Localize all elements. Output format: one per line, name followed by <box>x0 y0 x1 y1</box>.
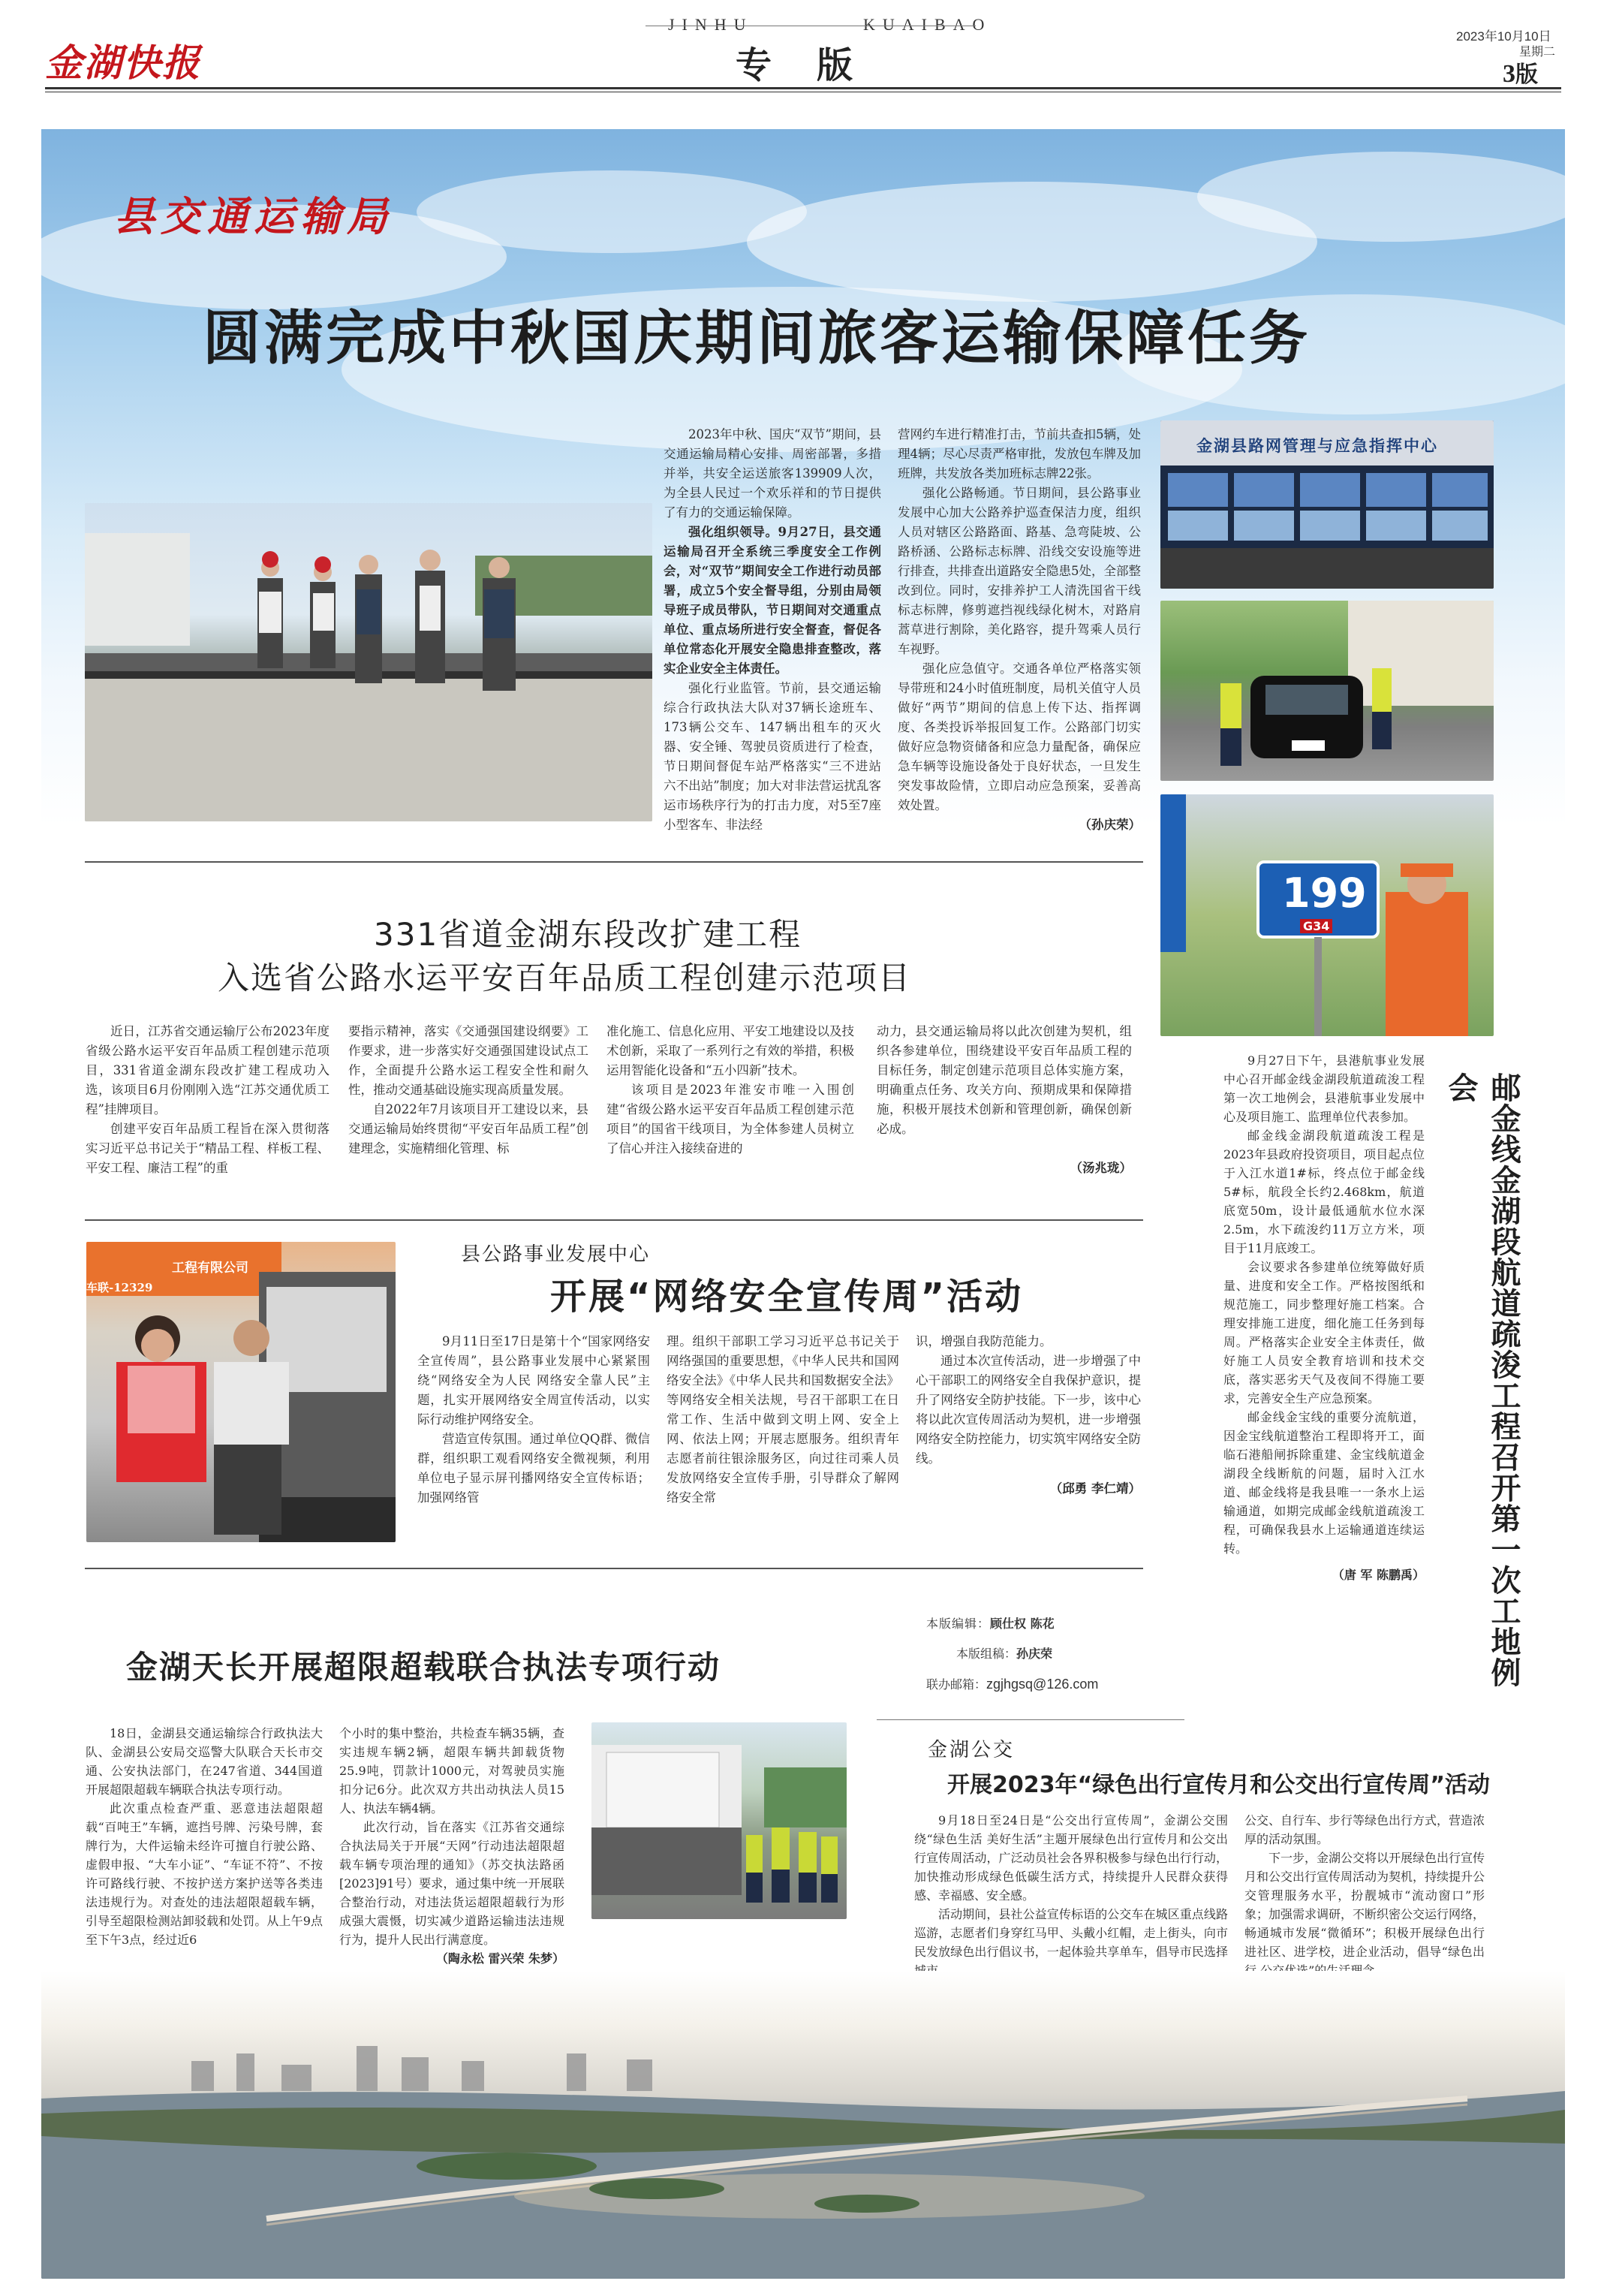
story2-paragraph: 自2022年7月该项目开工建设以来，县交通运输局始终贯彻“平安百年品质工程”创建理念，实施精细化管理、标 <box>348 1102 588 1156</box>
page-number-digit: 3 <box>1503 60 1515 88</box>
story5-paragraph: 个小时的集中整治，共检查车辆35辆，查实违规车辆2辆，超限车辆共卸载货物25.9吨，罚款计1000元，对驾驶员实施扣分记6分。此次双方共出动执法人员15人、执法车辆4辆。 <box>339 1726 564 1815</box>
email-line <box>926 1669 1181 1700</box>
road-sign-cleaning-photo <box>1160 794 1494 1036</box>
panorama-scene <box>41 1971 1565 2279</box>
route-sign-number: 199 <box>1282 869 1367 917</box>
proof-names: 孙庆荣 <box>1016 1647 1053 1661</box>
story3-paragraph: 识，增强自我防范能力。 <box>916 1334 1052 1348</box>
story1-paragraph: 2023年中秋、国庆“双节”期间，县交通运输局精心安排、周密部署，多措并举，共安全运送旅客139909人次，为全县人民过一个欢乐祥和的节日提供了有力的交通运输保障。 <box>664 427 881 520</box>
vehicle-inspection-photo <box>1160 601 1494 781</box>
story4-vertical-headline: 邮金线金湖段航道疏浚工程召开第一次工地例会 <box>1443 1072 1521 1688</box>
newspaper-logo: 金湖快报 <box>45 41 201 85</box>
story3-credit: （邱勇 李仁靖） <box>1049 1481 1141 1496</box>
route-sign-code: G34 <box>1300 919 1332 933</box>
story2-paragraph: 准化施工、信息化应用、平安工地建设以及技术创新，采取了一系列行之有效的举措，积极运用智能化设备和“五小四新”技术。 <box>606 1024 854 1077</box>
inspection-scene <box>85 503 652 821</box>
story4-paragraph: 邮金线金湖段航道疏浚工程是2023年县政府投资项目，项目起点位于入江水道1#标，终点位于邮金线5#标，航段全长约2.468km，航道底宽50m，设计最低通航水位水深2.5m，水下疏浚约11万立方米，项目于11月底竣工。 <box>1223 1128 1425 1255</box>
department-label: 县交通运输局 <box>114 192 393 240</box>
network-security-promo-photo <box>86 1242 396 1542</box>
story1-paragraph-text: 强化组织领导。9月27日，县交通运输局召开全系统三季度安全工作例会，对“双节”期间安全工作进行动员部署，成立5个安全督导组，分别由局领导班子成员带队，节日期间对交通重点单位、重点场所进行安全督查，督促各单位常态化开展安全隐患排查整改，落实企业安全主体责任。 <box>664 525 881 676</box>
masthead-bottom-rule <box>45 87 1561 89</box>
editor-names: 顾仕权 陈花 <box>990 1617 1055 1631</box>
story2-credit: （汤兆珑） <box>1070 1161 1132 1175</box>
story3-paragraph: 9月11日至17日是第十个“国家网络安全宣传周”，县公路事业发展中心紧紧围绕“网络安全为人民 网络安全靠人民”主题，扎实开展网络安全周宣传活动，以实际行动维护网络安全。 <box>417 1334 650 1427</box>
story3-paragraph: 通过本次宣传活动，进一步增强了中心干部职工的网络安全自我保护意识，提升了网络安全防护技能。下一步，该中心将以此次宣传周活动为契机，进一步增强网络安全防控能力，切实筑牢网络安全防线。 <box>916 1354 1141 1466</box>
story2-paragraph: 该项目是2023年淮安市唯一入围创建“省级公路水运平安百年品质工程创建示范项目”的国省干线项目，为全体参建人员树立了信心并注入接续奋进的 <box>606 1083 854 1156</box>
story5-paragraph: 18日，金湖县交通运输综合行政执法大队、金湖县公安局交巡警大队联合天长市交通、公安执法部门，在247省道、344国道开展超限超载车辆联合执法专项行动。 <box>86 1726 323 1797</box>
story3-bottom-rule <box>85 1568 1143 1569</box>
story3-column-1 <box>417 1332 650 1508</box>
editor-info <box>926 1609 1181 1700</box>
main-headline: 圆满完成中秋国庆期间旅客运输保障任务 <box>203 305 1311 372</box>
story2-paragraph: 近日，江苏省交通运输厅公布2023年度省级公路水运平安百年品质工程创建示范项目，331省道金湖东段改扩建工程成功入选，该项目6月份刚刚入选“江苏交通优质工程”挂牌项目。 <box>86 1024 330 1116</box>
story6-headline: 开展2023年“绿色出行宣传月和公交出行宣传周”活动 <box>947 1772 1490 1798</box>
story2-headline-line2: 入选省公路水运平安百年品质工程创建示范项目 <box>218 960 912 996</box>
story6-top-rule <box>877 1719 1184 1720</box>
story3-headline: 开展“网络安全宣传周”活动 <box>550 1276 1024 1318</box>
masthead-pinyin-left: JINHU <box>668 15 754 34</box>
story1-paragraph: 强化应急值守。交通各单位严格落实领导带班和24小时值班制度，局机关值守人员做好“两节”期间的信息上传下达、指挥调度、各类投诉举报回复工作。公路部门切实做好应急物资储备和应急力量配备，确保应急车辆等设施设备处于良好状态，一旦发生突发事故险情，立即启动应急预案，妥善高效处置。 <box>898 661 1141 812</box>
masthead <box>0 0 1604 89</box>
truck-plate-text: 车联-12329 <box>86 1281 153 1294</box>
lake-bridge-panorama <box>41 1971 1565 2279</box>
joint-enforcement-photo <box>591 1722 847 1919</box>
story5-headline: 金湖天长开展超限超载联合执法专项行动 <box>126 1649 721 1686</box>
command-center-sign: 金湖县路网管理与应急指挥中心 <box>1196 436 1438 455</box>
story3-paragraph: 理。组织干部职工学习习近平总书记关于网络强国的重要思想，《中华人民共和国网络安全法》《中华人民共和国数据安全法》等网络安全相关法规，号召干部职工在日常工作、生活中做到文明上网、安全上网、依法上网；开展志愿服务。组织青年志愿者前往银涂服务区，向过往司乘人员发放网络安全宣传手册，引导群众了解网络安全常 <box>667 1334 899 1505</box>
email-label: 联办邮箱： <box>926 1677 987 1692</box>
enforcement-scene <box>591 1722 847 1919</box>
story5-paragraph: 此次行动，旨在落实《江苏省交通综合执法局关于开展“天网”行动违法超限超载车辆专项治理的通知》（苏交执法路函[2023]91号）要求，通过集中统一开展联合整治行动，对违法货运超限超载行为形成强大震慑，切实减少道路运输违法违规行为，提升人民出行满意度。 <box>339 1820 564 1947</box>
story6-column-1 <box>914 1811 1228 1980</box>
story5-paragraph: 此次重点检查严重、恶意违法超限超载“百吨王”车辆，遮挡号牌、污染号牌，套牌行为，大件运输未经许可擅自行驶公路、虚假申报、“大车小证”、“车证不符”、不按许可路线行驶、不按护送方案护送等各类违法违规行为。对查处的违法超限超载车辆，引导至超限检测站卸驳载和处罚。从上午9点至下午3点，经过近6 <box>86 1801 323 1947</box>
story1-paragraph: 强化公路畅通。节日期间，县公路事业发展中心加大公路养护巡查保洁力度，组织人员对辖区公路路面、路基、急弯陡坡、公路桥涵、公路标志标牌、沿线交安设施等进行排查，共排查出道路安全隐患5处，全部整改到位。同时，安排养护工人清洗国省干线标志标牌，修剪遮挡视线绿化树木，对路肩蒿草进行割除，美化路容，提升驾乘人员行车视野。 <box>898 486 1141 656</box>
story2-paragraph: 动力，县交通运输局将以此次创建为契机，组织各参建单位，围绕建设平安百年品质工程的目标任务，制定创建示范项目总体实施方案，明确重点任务、攻关方向、预期成果和保障措施，积极开展技术创新和管理创新，确保创新必成。 <box>877 1024 1132 1136</box>
truck-company-sign: 工程有限公司 <box>172 1261 248 1276</box>
editor-label: 本版编辑： <box>926 1617 991 1631</box>
story1-paragraph: 营网约车进行精准打击，节前共查扣5辆，处理4辆；尽心尽责严格审批，发放包车牌及加班牌，共发放各类加班标志牌22张。 <box>898 427 1141 481</box>
story2-column-3 <box>606 1022 854 1159</box>
story1-credit: （孙庆荣） <box>1079 818 1141 832</box>
page-number-suffix: 版 <box>1515 62 1538 87</box>
story1-column-2 <box>898 425 1141 835</box>
story4-credit: （唐 军 陈鹏禹） <box>1332 1568 1425 1582</box>
story2-paragraph: 创建平安百年品质工程旨在深入贯彻落实习近平总书记关于“精品工程、样板工程、平安工程、廉洁工程”的重 <box>86 1122 330 1175</box>
section-title: 专 版 <box>736 44 858 86</box>
contact-email: zgjhgsq@126.com <box>986 1677 1099 1692</box>
story1-paragraph: 强化行业监管。节前，县交通运输综合行政执法大队对37辆长途班车、173辆公交车、147辆出租车的灭火器、安全锤、驾驶员资质进行了检查，节日期间督促车站严格落实“三不进站 六不出站”制度；加大对非法营运扰乱客运市场秩序行为的打击力度，对5至7座小型客车、非法经 <box>664 681 881 832</box>
story6-paragraph: 活动期间，县社公益宣传标语的公交车在城区重点线路巡游，志愿者们身穿红马甲、头戴小红帽，走上街头，向市民发放绿色出行倡议书，一起体验共享单车，倡导市民选择 <box>914 1907 1228 1959</box>
story2-bottom-rule <box>85 1219 1143 1221</box>
story3-paragraph: 营造宣传氛围。通过单位QQ群、微信群，组织职工观看网络安全微视频，利用单位电子显示屏刊播网络安全宣传标语；加强网络管 <box>417 1432 650 1505</box>
story2-headline-line1: 331省道金湖东段改扩建工程 <box>374 916 802 953</box>
story5-credit: （陶永松 雷兴荣 朱梦） <box>435 1951 564 1966</box>
story2-top-rule <box>85 861 1143 863</box>
proof-line <box>926 1639 1181 1669</box>
story4-paragraph: 9月27日下午，县港航事业发展中心召开邮金线金湖段航道疏浚工程第一次工地例会，县港航事业发展中心及项目施工、监理单位代表参加。 <box>1223 1053 1425 1124</box>
story1-column-1 <box>664 425 881 835</box>
story6-paragraph: 9月18日至24日是“公交出行宣传周”，金湖公交围绕“绿色生活 美好生活”主题开展绿色出行宣传月和公交出行宣传周活动，广泛动员社会各界积极参与绿色出行行动，加快推动形成绿色低碳生活方式，持续提升人民群众获得感、幸福感、安全感。 <box>914 1813 1228 1903</box>
story2-paragraph: 要指示精神，落实《交通强国建设纲要》工作要求，进一步落实好交通强国建设试点工作，全面提升公路水运工程安全性和耐久性，推动交通基础设施实现高质量发展。 <box>348 1024 588 1097</box>
vehicle-inspection-scene <box>1160 601 1494 781</box>
officials-inspection-photo <box>85 503 652 821</box>
story4-paragraph: 邮金线金宝线的重要分流航道，因金宝线航道整治工程即将开工，面临石港船闸拆除重建、金宝线航道金湖段全线断航的问题，届时入江水道、邮金线将是我县唯一一条水上运输通道，如期完成邮金线航道疏浚工程，可确保我县水上运输通道连续运转。 <box>1223 1410 1425 1556</box>
story2-column-2 <box>348 1022 588 1159</box>
story2-column-1 <box>86 1022 330 1178</box>
story4-paragraph: 会议要求各参建单位统筹做好质量、进度和安全工作。严格按图纸和规范施工，同步整理好施工档案。合理安排施工进度，细化施工任务到每周。严格落实企业安全主体责任，做好施工人员安全教育培训和技术交底，落实恶劣天气及夜间不得施工要求，完善安全生产应急预案。 <box>1223 1260 1425 1406</box>
proof-label: 本版组稿： <box>956 1647 1017 1661</box>
story2-column-4 <box>877 1022 1132 1178</box>
story3-column-2 <box>667 1332 899 1508</box>
issue-date: 2023年10月10日 <box>1456 29 1551 44</box>
story1-paragraph <box>664 523 881 679</box>
editor-line <box>926 1609 1181 1639</box>
story6-paragraph: 公交、自行车、步行等绿色出行方式，营造浓厚的活动氛围。 <box>1244 1813 1485 1846</box>
story6-kicker: 金湖公交 <box>928 1739 1016 1761</box>
story3-kicker: 县公路事业发展中心 <box>461 1243 651 1266</box>
story5-column-1 <box>86 1724 323 1949</box>
masthead-pinyin-right: KUAIBAO <box>863 15 992 34</box>
story3-column-3 <box>916 1332 1141 1499</box>
page-number <box>1503 56 1538 89</box>
story6-paragraph: 下一步，金湖公交将以开展绿色出行宣传月和公交出行宣传周活动为契机，持续提升公交管理服务水平，扮靓城市“流动窗口”形象；加强需求调研，不断织密公交运行网络，畅通城市发展“微循环”；积极开展绿色出行进社区、进学校，进企业活动，倡导“绿色出 <box>1244 1851 1485 1959</box>
traffic-command-center-photo <box>1160 420 1494 589</box>
issue-weekday: 星期二 <box>1519 44 1556 59</box>
story4-body <box>1223 1051 1425 1584</box>
story5-column-2 <box>339 1724 564 1968</box>
